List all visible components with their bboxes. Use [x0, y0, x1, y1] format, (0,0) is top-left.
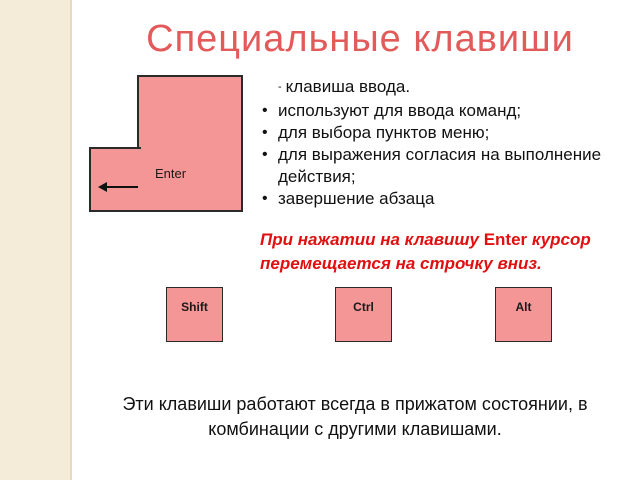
list-item: • завершение абзаца [262, 188, 632, 210]
shift-key: Shift [166, 287, 223, 342]
footer-text: Эти клавиши работают всегда в прижатом состоянии, в комбинации с другими клавишами. [122, 394, 588, 439]
intro-text: клавиша ввода. [285, 77, 411, 96]
note-keyword: Enter [483, 230, 528, 249]
ctrl-key: Ctrl [335, 287, 392, 342]
enter-uses-list [262, 100, 632, 210]
enter-key-label: Enter [155, 166, 187, 181]
enter-key-upper [137, 75, 243, 212]
list-item: • используют для ввода команд; [262, 100, 632, 122]
left-arrow-icon [98, 180, 138, 194]
stripe-divider [70, 0, 72, 480]
left-decorative-stripe [0, 0, 70, 480]
enter-description [278, 77, 410, 97]
enter-note [260, 228, 635, 276]
intro-dash: - [278, 81, 282, 93]
note-part2: курсор перемещается на строчку вниз. [260, 230, 591, 273]
slide-title: Специальные клавиши [146, 18, 574, 60]
list-item: • для выбора пунктов меню; [262, 122, 632, 144]
list-item: • для выражения согласия на выполнение действия; [262, 144, 632, 188]
alt-key: Alt [495, 287, 552, 342]
note-part1: При нажатии на клавишу [260, 230, 484, 249]
